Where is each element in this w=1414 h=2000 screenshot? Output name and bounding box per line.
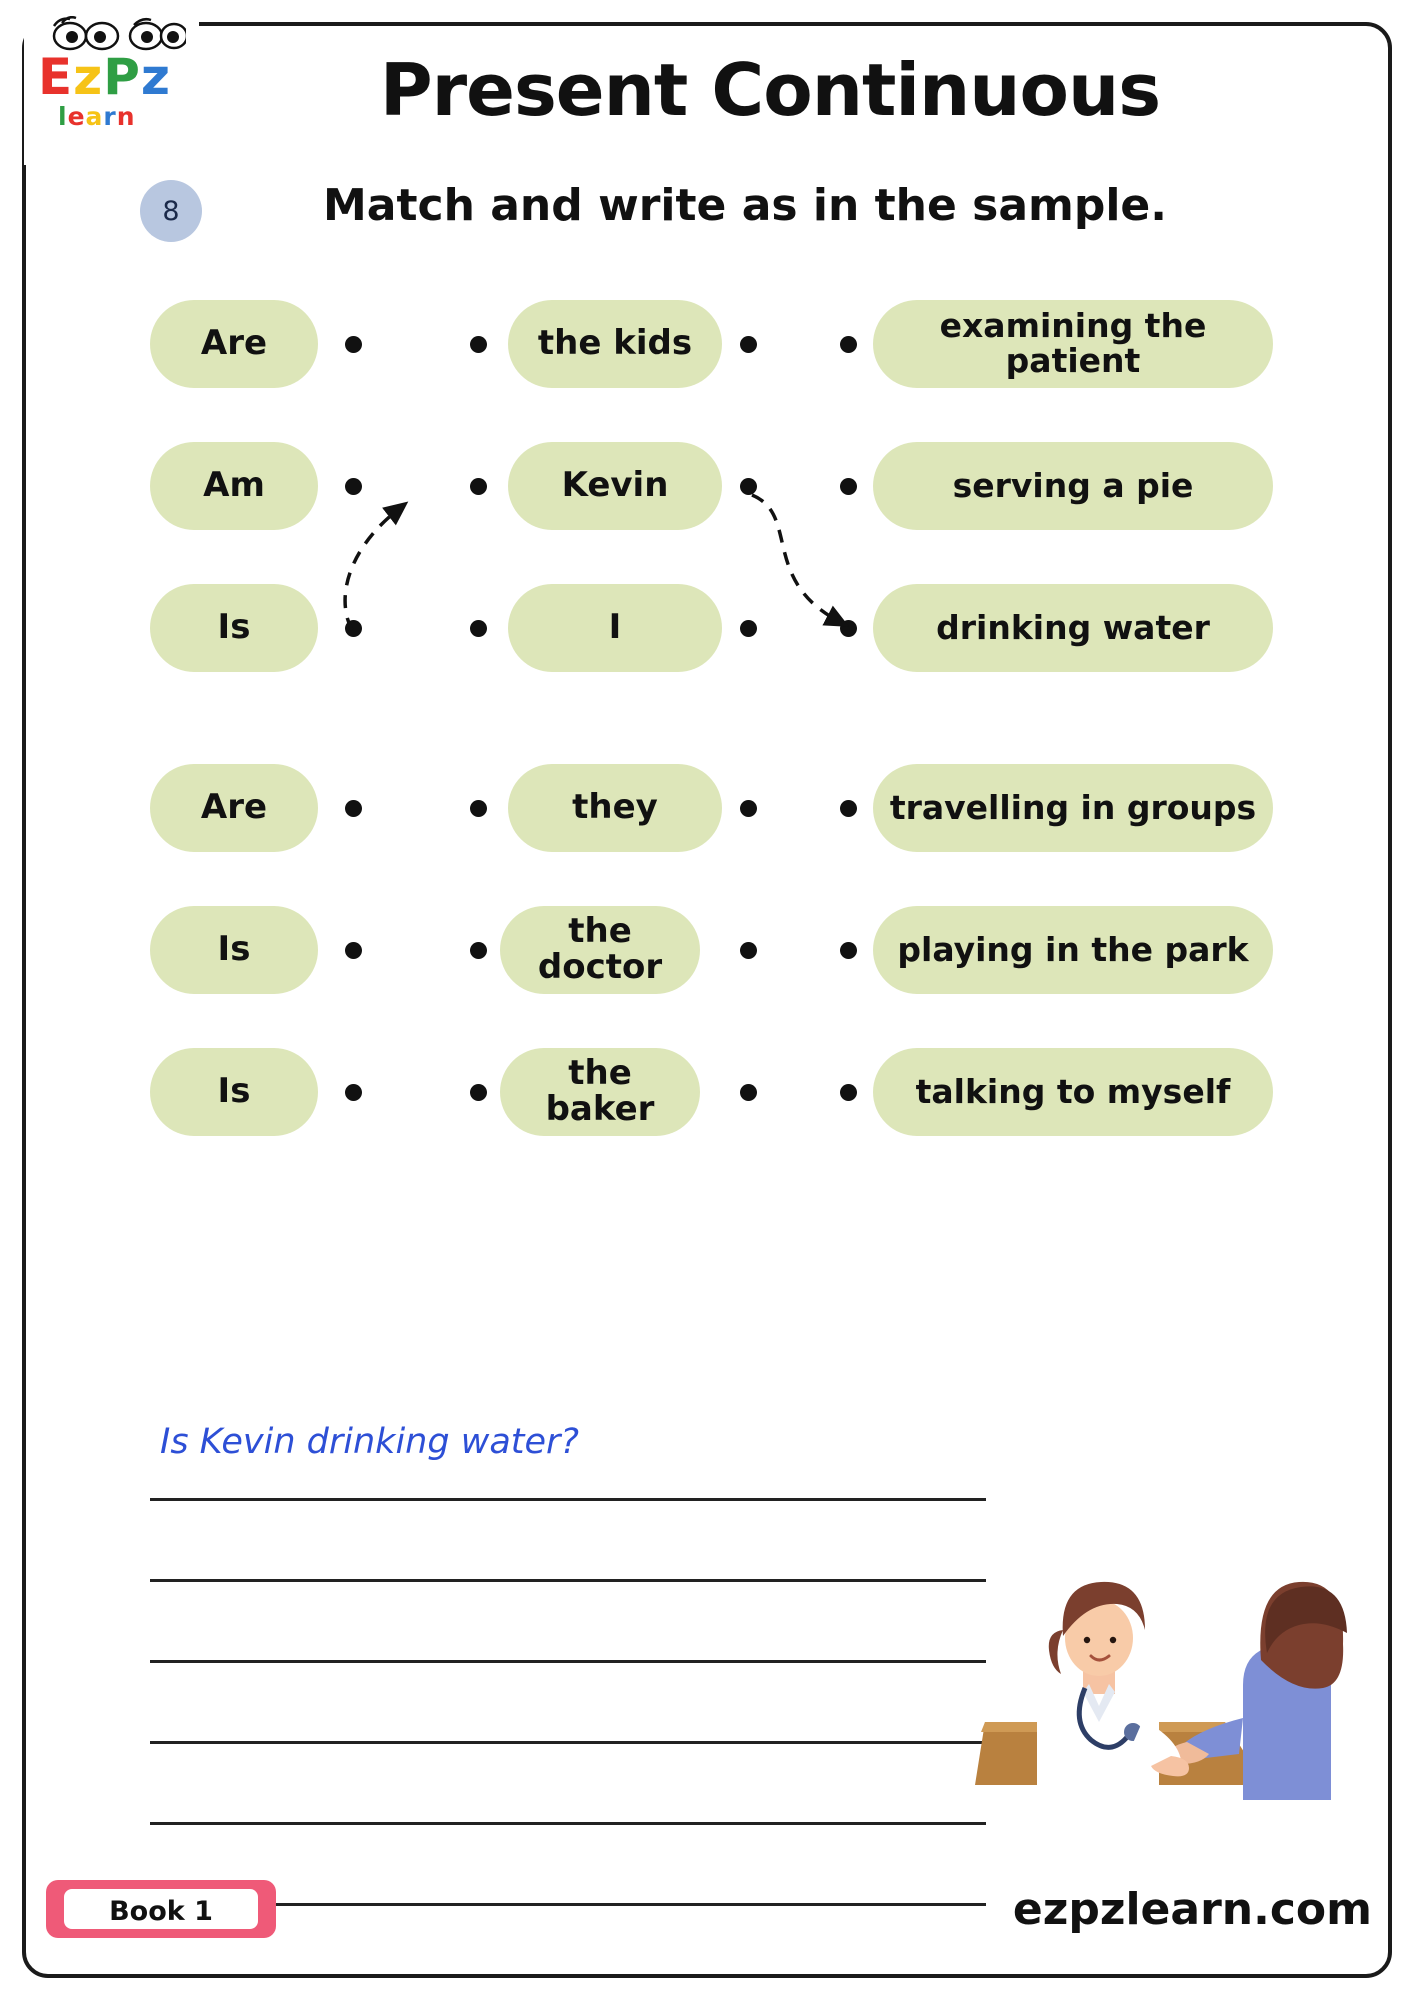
match-right-pill[interactable]: drinking water [873,584,1273,672]
page-title: Present Continuous [379,48,1161,132]
book-label: Book 1 [109,1896,213,1927]
logo-letter-2: z [73,48,104,106]
match-dot-left-out[interactable] [345,336,362,353]
match-dot-mid-in[interactable] [470,942,487,959]
answer-line[interactable] [150,1744,986,1825]
match-dot-left-out[interactable] [345,800,362,817]
match-dot-mid-out[interactable] [740,1084,757,1101]
match-dot-mid-in[interactable] [470,336,487,353]
match-right-pill[interactable]: serving a pie [873,442,1273,530]
logo-sub-letter-1: l [58,102,68,131]
logo-sub-letter-4: r [103,102,117,131]
match-left-pill[interactable]: Are [150,300,318,388]
logo-letter-1: E [38,48,74,106]
match-middle-pill[interactable]: the baker [500,1048,700,1136]
match-right-pill[interactable]: playing in the park [873,906,1273,994]
match-middle-pill[interactable]: the kids [508,300,722,388]
match-dot-mid-in[interactable] [470,478,487,495]
match-row [0,1048,1414,1140]
match-row [0,906,1414,998]
match-left-pill[interactable]: Is [150,584,318,672]
match-dot-left-out[interactable] [345,1084,362,1101]
match-right-pill[interactable]: talking to myself [873,1048,1273,1136]
answer-line[interactable] [150,1420,986,1501]
logo-letter-4: z [140,48,172,106]
match-dot-mid-out[interactable] [740,942,757,959]
sample-answer-text: Is Kevin drinking water? [160,1422,579,1462]
logo-letter-3: P [103,48,141,106]
match-dot-left-out[interactable] [345,478,362,495]
match-middle-pill[interactable]: they [508,764,722,852]
logo-sub-letter-3: a [85,102,104,131]
logo-wordmark [38,48,172,106]
match-dot-mid-out[interactable] [740,336,757,353]
match-middle-pill[interactable]: I [508,584,722,672]
match-dot-mid-in[interactable] [470,800,487,817]
logo-subtext [58,102,136,131]
answer-line[interactable] [150,1501,986,1582]
match-dot-mid-out[interactable] [740,620,757,637]
match-dot-left-out[interactable] [345,620,362,637]
answer-lines [150,1420,986,1906]
match-row [0,300,1414,392]
instruction-text: Match and write as in the sample. [323,180,1167,231]
match-dot-mid-in[interactable] [470,620,487,637]
match-left-pill[interactable]: Is [150,1048,318,1136]
match-row [0,764,1414,856]
match-left-pill[interactable]: Is [150,906,318,994]
match-right-pill[interactable]: travelling in groups [873,764,1273,852]
match-right-pill[interactable]: examining the patient [873,300,1273,388]
answer-line[interactable] [150,1582,986,1663]
book-badge [46,1880,276,1938]
match-dot-right-in[interactable] [840,620,857,637]
logo-sub-letter-2: e [67,102,86,131]
match-dot-left-out[interactable] [345,942,362,959]
brand-logo [24,10,204,170]
exercise-number: 8 [162,196,180,227]
matching-exercise [0,300,1414,1140]
match-dot-right-in[interactable] [840,800,857,817]
logo-sub-letter-5: n [116,102,136,131]
match-row [0,442,1414,534]
match-left-pill[interactable]: Are [150,764,318,852]
match-row [0,584,1414,676]
match-middle-pill[interactable]: the doctor [500,906,700,994]
match-dot-mid-in[interactable] [470,1084,487,1101]
match-middle-pill[interactable]: Kevin [508,442,722,530]
answer-line[interactable] [150,1663,986,1744]
doctor-examining-patient-illustration [975,1470,1375,1800]
website-url[interactable]: ezpzlearn.com [1012,1884,1372,1935]
eyes-icon [46,16,186,52]
match-dot-mid-out[interactable] [740,800,757,817]
match-dot-right-in[interactable] [840,942,857,959]
exercise-number-badge [140,180,202,242]
match-left-pill[interactable]: Am [150,442,318,530]
match-dot-right-in[interactable] [840,336,857,353]
match-dot-right-in[interactable] [840,1084,857,1101]
match-dot-mid-out[interactable] [740,478,757,495]
match-dot-right-in[interactable] [840,478,857,495]
